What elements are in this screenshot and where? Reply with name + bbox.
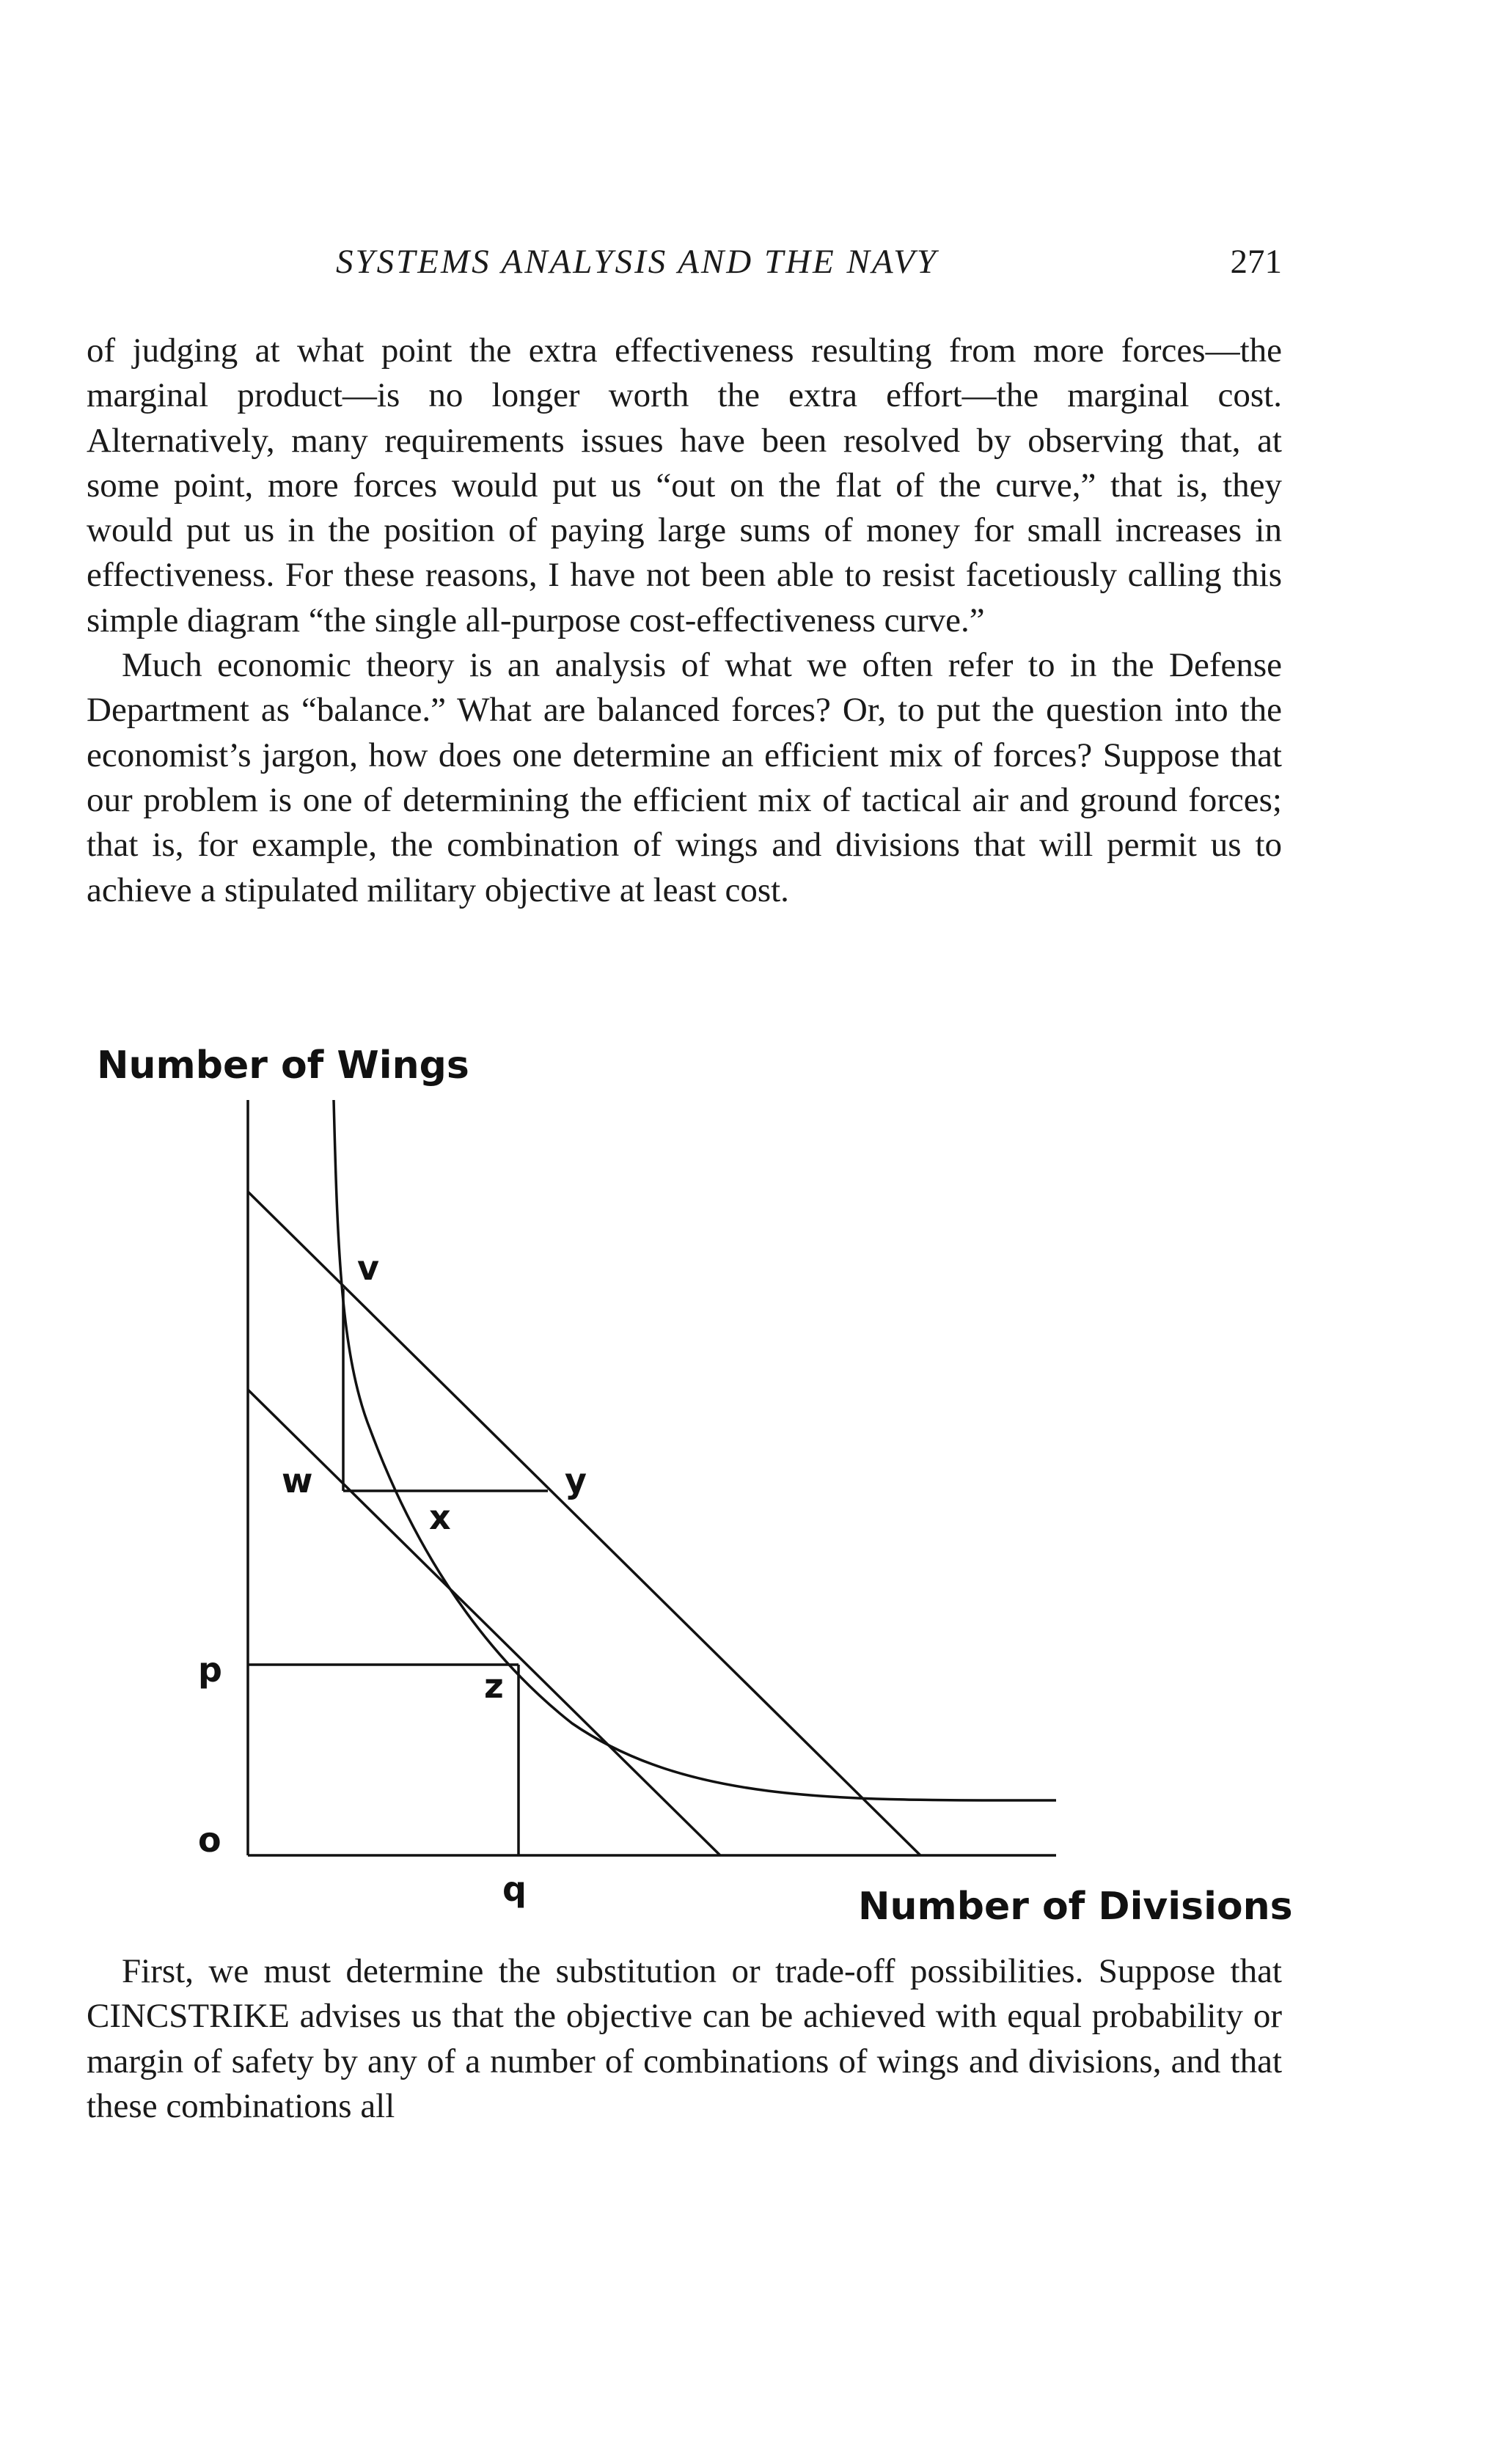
page-number: 271 bbox=[1230, 243, 1282, 281]
point-label-z: z bbox=[484, 1666, 504, 1706]
paragraph: First, we must determine the substitution or trade-off possibilities. Suppose that CINCSTRIKE advises us that the objective can be achieved with equal probability or margin of safety by any of a number of combinations of wings and divisions, and that these combinations all bbox=[87, 1952, 1282, 2125]
y-axis-label: Number of Wings bbox=[97, 1044, 469, 1088]
point-label-y: y bbox=[565, 1461, 587, 1500]
paragraph: of judging at what point the extra effectiveness resulting from more forces—the marginal product—is no longer worth the extra effort—the marginal cost. Alternatively, many requirements issues have been resolved by observing that, at some point, more forces would put us “out on the flat of the curve,” that is, they would put us in the position of paying large sums of money for small increases in effectiveness. For these reasons, I have not been able to resist facetiously calling this simple diagram “the single all-purpose cost-effectiveness curve.” bbox=[87, 331, 1282, 639]
isoquant-curve bbox=[334, 1100, 1056, 1800]
body-text-top bbox=[87, 329, 1282, 913]
point-label-p: p bbox=[198, 1650, 222, 1690]
body-text-bottom bbox=[87, 1949, 1282, 2129]
iso-cost-line-lower bbox=[248, 1390, 720, 1855]
running-title: SYSTEMS ANALYSIS AND THE NAVY bbox=[336, 243, 939, 281]
point-label-q: q bbox=[502, 1869, 527, 1909]
running-header bbox=[87, 242, 1282, 293]
iso-cost-line-upper bbox=[248, 1192, 920, 1855]
point-label-v: v bbox=[357, 1248, 379, 1288]
point-label-w: w bbox=[282, 1461, 313, 1500]
point-label-o: o bbox=[198, 1820, 221, 1860]
point-label-x: x bbox=[429, 1497, 451, 1537]
paragraph: Much economic theory is an analysis of what we often refer to in the Defense Department as “balance.” What are balanced forces? Or, to put the question into the economist’s jargon, how does one determine an efficient mix of forces? Suppose that our problem is one of determining the efficient mix of tactical air and ground forces; that is, for example, the combination of wings and divisions that will permit us to achieve a stipulated military objective at least cost. bbox=[87, 646, 1282, 909]
x-axis-label: Number of Divisions bbox=[858, 1885, 1293, 1929]
